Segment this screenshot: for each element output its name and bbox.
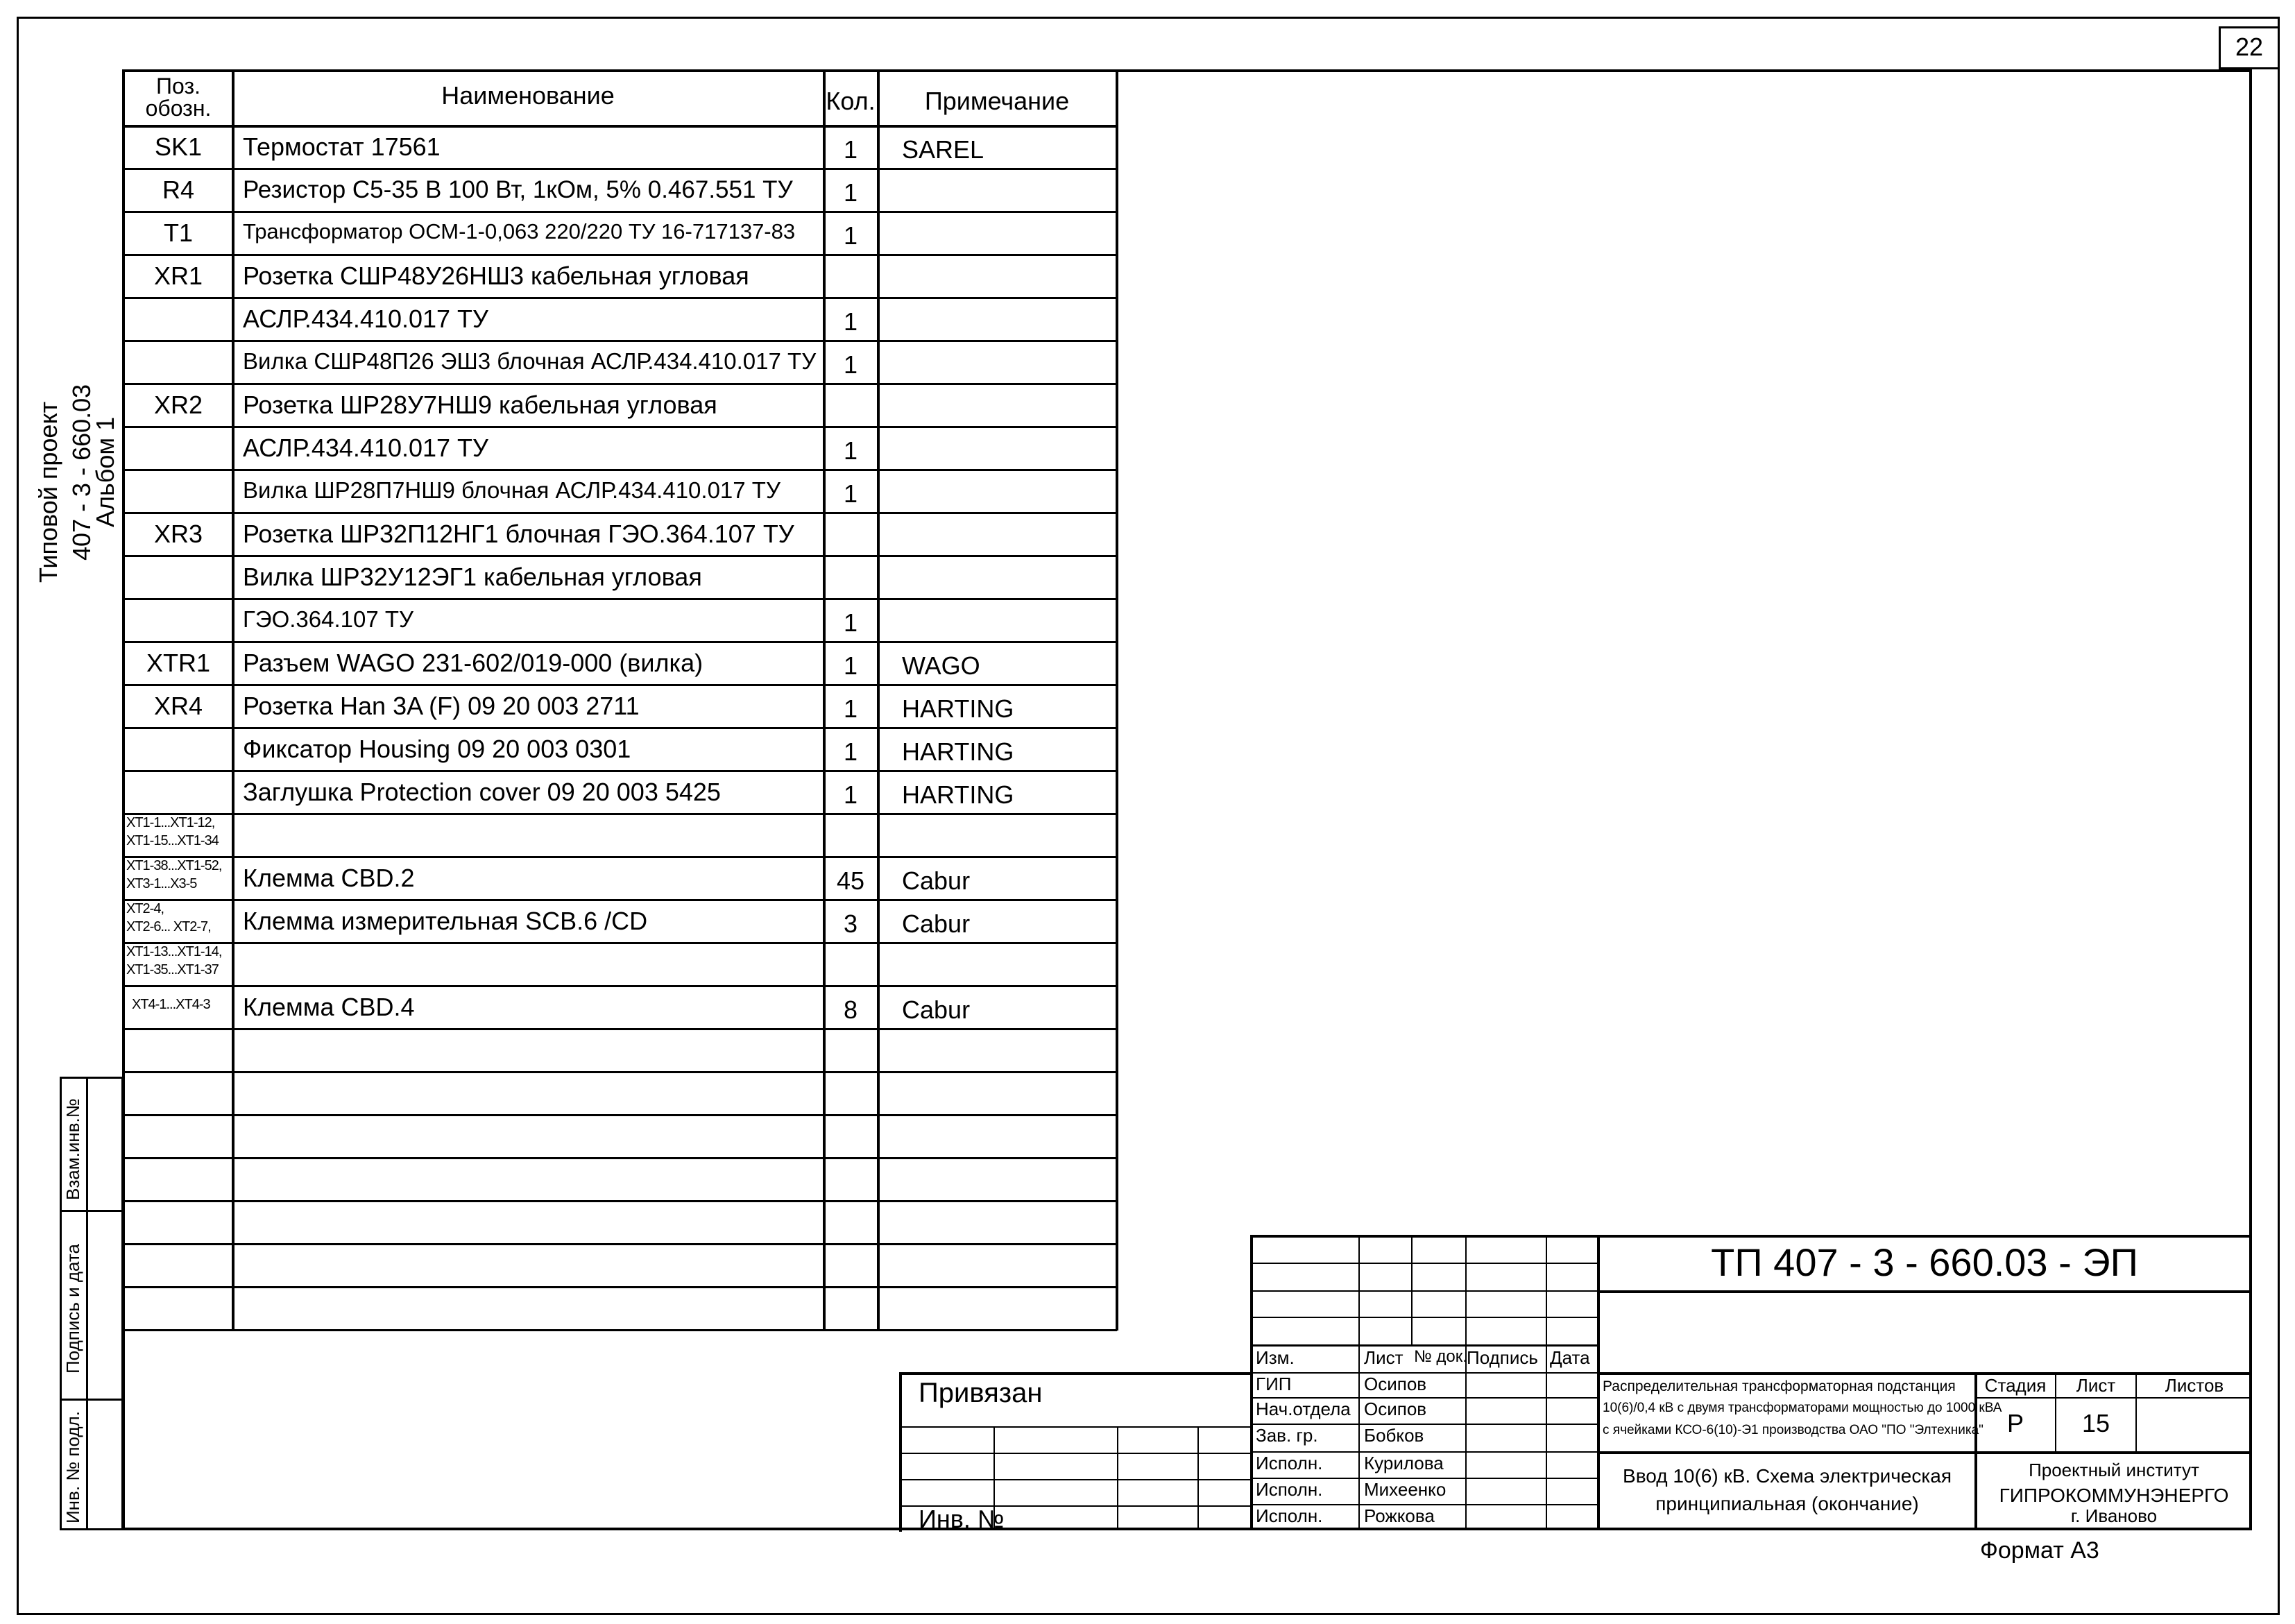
- header-note: Примечание: [924, 87, 1070, 115]
- row-pos: R4: [162, 176, 195, 204]
- col-ndok: № док.: [1414, 1347, 1467, 1366]
- row-note: WAGO: [902, 651, 980, 680]
- row-note: HARTING: [902, 780, 1014, 809]
- row-pos-small: XT1-1...XT1-12,: [126, 815, 215, 830]
- row-name: АСЛР.434.410.017 ТУ: [243, 434, 488, 462]
- row-name: Клемма CBD.2: [243, 864, 415, 892]
- header-name: Наименование: [441, 81, 615, 110]
- row-pos: SK1: [154, 133, 203, 161]
- row-qty: 1: [843, 694, 858, 723]
- sheet-label: Лист: [2076, 1375, 2116, 1396]
- row-pos-small: XT2-4,: [126, 901, 164, 916]
- person-name: Курилова: [1364, 1453, 1444, 1473]
- row-qty: 1: [843, 737, 858, 766]
- row-pos: XR4: [153, 692, 203, 720]
- row-qty: 1: [843, 350, 858, 379]
- row-name: Вилка ШР28П7НШ9 блочная АСЛР.434.410.017 ТУ: [243, 477, 780, 503]
- row-name: Вилка ШР32У12ЭГ1 кабельная угловая: [243, 563, 702, 591]
- row-qty: 1: [843, 608, 858, 637]
- row-pos-small: XT1-35...XT1-37: [126, 962, 219, 977]
- row-pos: XR2: [153, 391, 203, 419]
- row-qty: 45: [836, 866, 865, 895]
- row-pos-small: XT1-13...XT1-14,: [126, 944, 222, 959]
- vzam-label: Взам.инв.№: [62, 1098, 83, 1200]
- sheet-title-line1: Ввод 10(6) кВ. Схема электрическая: [1623, 1465, 1952, 1487]
- row-pos-small: XT1-38...XT1-52,: [126, 858, 222, 873]
- row-note: HARTING: [902, 737, 1014, 766]
- person-role: Исполн.: [1256, 1479, 1323, 1500]
- row-pos-small: XT2-6... XT2-7,: [126, 919, 211, 934]
- project-desc-line1: Распределительная трансформаторная подстанция: [1603, 1378, 1956, 1394]
- row-name: Розетка СШР48У26НШ3 кабельная угловая: [243, 262, 749, 290]
- row-note: Cabur: [902, 995, 971, 1024]
- person-name: Осипов: [1364, 1374, 1427, 1394]
- sheet-number: 22: [2235, 33, 2264, 61]
- row-pos: XTR1: [146, 649, 211, 677]
- org-line3: г. Иваново: [2070, 1505, 2158, 1526]
- side-stamp-line2: 407 - 3 - 660.03: [67, 384, 96, 561]
- podpis-label: Подпись и дата: [62, 1243, 83, 1374]
- person-name: Рожкова: [1364, 1505, 1435, 1526]
- row-name: ГЭО.364.107 ТУ: [243, 606, 414, 632]
- row-qty: 1: [843, 221, 858, 250]
- row-qty: 1: [843, 307, 858, 336]
- row-name: Заглушка Protection cover 09 20 003 5425: [243, 778, 721, 806]
- row-note: Cabur: [902, 866, 971, 895]
- inv-label: Инв. № подл.: [62, 1411, 83, 1523]
- row-qty: 1: [843, 135, 858, 164]
- person-name: Бобков: [1364, 1425, 1424, 1446]
- row-note: HARTING: [902, 694, 1014, 723]
- inv-no-label: Инв. №: [919, 1505, 1005, 1533]
- row-name: Клемма измерительная SCB.6 /CD: [243, 907, 648, 935]
- stage-value: Р: [2006, 1409, 2024, 1437]
- row-name: Трансформатор ОСМ-1-0,063 220/220 ТУ 16-717137-83: [243, 219, 796, 243]
- org-line2: ГИПРОКОММУНЭНЕРГО: [1999, 1485, 2229, 1506]
- col-podpis: Подпись: [1467, 1347, 1538, 1368]
- row-note: Cabur: [902, 909, 971, 938]
- row-name: Розетка ШР32П12НГ1 блочная ГЭО.364.107 ТУ: [243, 520, 794, 548]
- row-qty: 1: [843, 651, 858, 680]
- col-list: Лист: [1364, 1347, 1404, 1368]
- header-pos-line2: обозн.: [145, 96, 212, 121]
- row-note: SAREL: [902, 135, 984, 164]
- col-data: Дата: [1550, 1347, 1590, 1368]
- person-role: Исполн.: [1256, 1505, 1323, 1526]
- row-qty: 1: [843, 178, 858, 207]
- row-name: Вилка СШР48П26 ЭШ3 блочная АСЛР.434.410.017 ТУ: [243, 348, 817, 374]
- person-name: Михеенко: [1364, 1479, 1447, 1500]
- row-pos: XR1: [153, 262, 203, 290]
- person-name: Осипов: [1364, 1399, 1427, 1419]
- row-pos-small: XT3-1...X3-5: [126, 876, 197, 891]
- sheet-title-line2: принципиальная (окончание): [1655, 1493, 1919, 1514]
- row-qty: 8: [843, 995, 858, 1024]
- side-stamp-line3: Альбом 1: [91, 416, 119, 527]
- person-role: Исполн.: [1256, 1453, 1323, 1473]
- row-qty: 3: [843, 909, 858, 938]
- sheets-label: Листов: [2165, 1375, 2224, 1396]
- row-qty: 1: [843, 436, 858, 465]
- row-name: Термостат 17561: [243, 133, 441, 161]
- row-name: Резистор С5-35 В 100 Вт, 1кОм, 5% 0.467.551 ТУ: [243, 176, 793, 203]
- privyazan-label: Привязан: [919, 1378, 1043, 1408]
- side-stamp-line1: Типовой проект: [34, 401, 62, 583]
- row-qty: 1: [843, 780, 858, 809]
- format-label: Формат А3: [1980, 1537, 2099, 1564]
- sheet-value: 15: [2081, 1409, 2110, 1437]
- row-pos: T1: [163, 219, 193, 247]
- row-name: АСЛР.434.410.017 ТУ: [243, 305, 488, 333]
- row-pos-small: XT1-15...XT1-34: [126, 833, 219, 848]
- row-name: Розетка Han 3A (F) 09 20 003 2711: [243, 692, 640, 720]
- row-pos: XR3: [153, 520, 203, 548]
- row-name: Розетка ШР28У7НШ9 кабельная угловая: [243, 391, 717, 419]
- row-name: Разъем WAGO 231-602/019-000 (вилка): [243, 649, 703, 677]
- col-izm: Изм.: [1256, 1347, 1295, 1368]
- person-role: Зав. гр.: [1256, 1425, 1318, 1446]
- row-name: Клемма CBD.4: [243, 993, 415, 1021]
- header-pos-line1: Поз.: [156, 74, 201, 99]
- project-desc-line2: 10(6)/0,4 кВ с двумя трансформаторами мощностью до 1000 кВА: [1603, 1401, 2002, 1415]
- person-role: ГИП: [1256, 1374, 1292, 1394]
- org-line1: Проектный институт: [2029, 1460, 2199, 1480]
- stage-label: Стадия: [1984, 1375, 2047, 1396]
- project-desc-line3: с ячейками КСО-6(10)-Э1 производства ОАО "ПО "Элтехника": [1603, 1423, 1983, 1437]
- row-name: Фиксатор Housing 09 20 003 0301: [243, 735, 631, 763]
- person-role: Нач.отдела: [1256, 1399, 1351, 1419]
- row-pos-small: XT4-1...XT4-3: [132, 997, 210, 1012]
- row-qty: 1: [843, 479, 858, 508]
- drawing-code: ТП 407 - 3 - 660.03 - ЭП: [1711, 1240, 2138, 1284]
- header-qty: Кол.: [826, 87, 876, 115]
